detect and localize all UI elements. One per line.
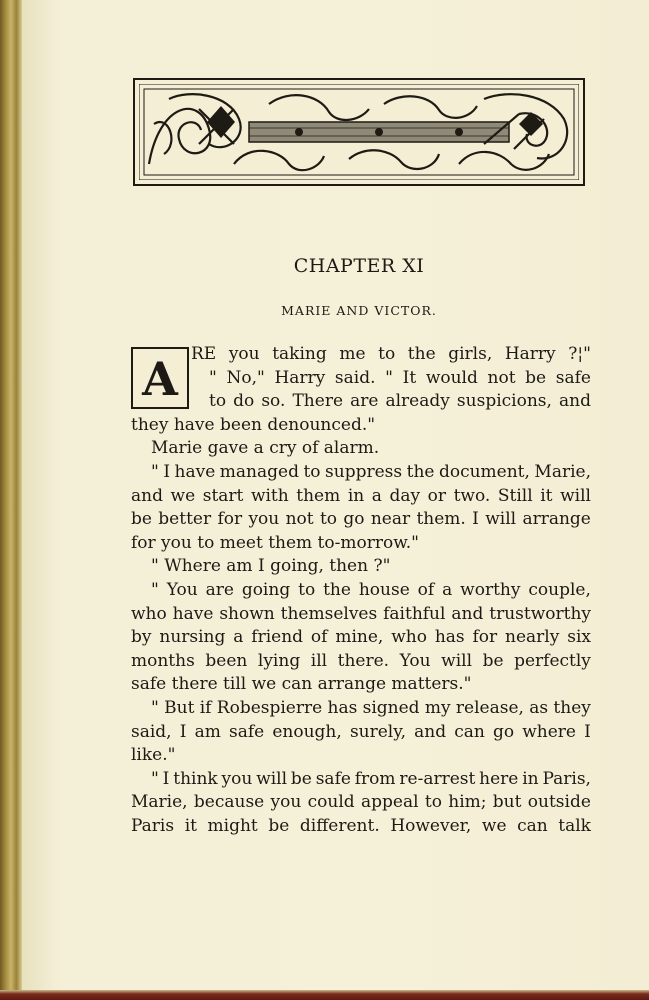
chapter-title: CHAPTER XI xyxy=(293,255,425,277)
page-bottom-edge xyxy=(0,990,649,1000)
text-line: months been lying ill there. You will be perfectly xyxy=(131,650,591,671)
text-line: and we start with them in a day or two. Still it will xyxy=(131,485,591,506)
text-line: for you to meet them to-morrow." xyxy=(131,532,419,553)
text-line: " Where am I going, then ?" xyxy=(151,556,391,577)
drop-cap-letter: A xyxy=(142,352,178,406)
text-line: to do so. There are already suspicions, and xyxy=(209,391,591,412)
text-line: be better for you not to go near them. I will arrange xyxy=(131,509,591,530)
text-line: like." xyxy=(131,745,176,766)
text-line: " I have managed to suppress the document, Marie, xyxy=(151,461,591,482)
chapter-subtitle: MARIE AND VICTOR. xyxy=(281,303,437,318)
text-line: they have been denounced." xyxy=(131,414,376,435)
text-line: " You are going to the house of a worthy couple, xyxy=(151,579,591,600)
text-line: Paris it might be different. However, we can talk xyxy=(131,815,591,836)
decorative-headpiece xyxy=(133,78,585,186)
text-line: said, I am safe enough, surely, and can go where I xyxy=(131,721,591,742)
text-line: " I think you will be safe from re-arrest here in Paris, xyxy=(151,768,591,789)
ornament-icon xyxy=(139,84,579,180)
text-line: " But if Robespierre has signed my release, as they xyxy=(151,697,591,718)
text-line: Marie gave a cry of alarm. xyxy=(151,438,380,459)
body-text xyxy=(131,343,591,838)
book-spine-edge xyxy=(0,0,22,1000)
text-line: safe there till we can arrange matters." xyxy=(131,674,472,695)
text-line: who have shown themselves faithful and trustworthy xyxy=(131,603,591,624)
text-line: " No," Harry said. " It would not be safe xyxy=(209,367,591,388)
text-line: Marie, because you could appeal to him; but outside xyxy=(131,792,591,813)
text-line: RE you taking me to the girls, Harry ?¦" xyxy=(191,344,591,364)
text-line: by nursing a friend of mine, who has for nearly six xyxy=(131,627,591,648)
